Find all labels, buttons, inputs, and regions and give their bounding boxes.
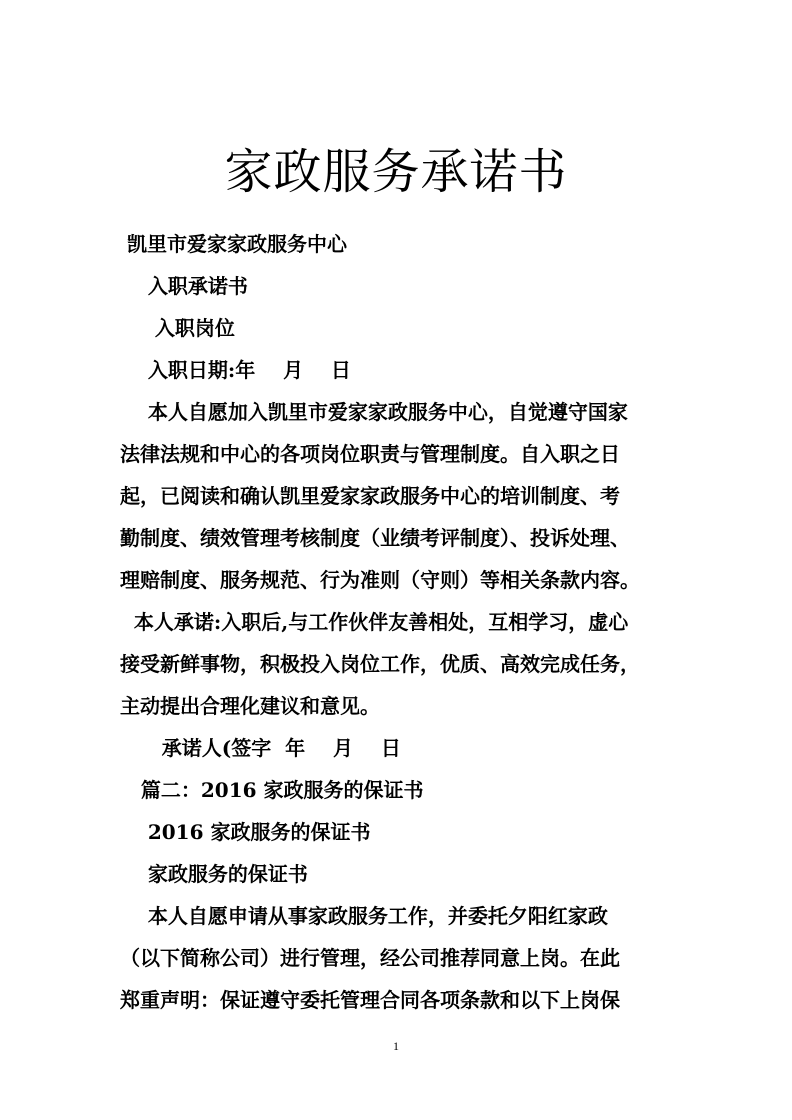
paragraph-line: （以下简称公司）进行管理，经公司推荐同意上岗。在此 [120,946,620,970]
paragraph-line: 起，已阅读和确认凯里爱家家政服务中心的培训制度、考 [120,484,620,508]
paragraph-line: 理赔制度、服务规范、行为准则（守则）等相关条款内容。 [120,568,640,592]
paragraph-line: 接受新鲜事物，积极投入岗位工作，优质、高效完成任务， [120,652,640,676]
paragraph-line: 本人自愿申请从事家政服务工作，并委托夕阳红家政 [120,904,608,928]
section-heading: 篇二：2016 家政服务的保证书 [120,778,424,802]
paragraph-line: 本人承诺:入职后,与工作伙伴友善相处，互相学习，虚心 [120,610,629,634]
page-number: 1 [393,1039,399,1053]
section-subheading: 2016 家政服务的保证书 [120,820,371,844]
subtitle-line: 入职承诺书 [120,274,248,298]
paragraph-line: 法律法规和中心的各项岗位职责与管理制度。自入职之日 [120,442,620,466]
org-name-line: 凯里市爱家家政服务中心 [120,232,347,256]
signature-line: 承诺人(签字 年 月 日 [120,736,401,760]
paragraph-line: 主动提出合理化建议和意见。 [120,694,380,718]
position-line: 入职岗位 [120,316,235,340]
paragraph-line: 郑重声明：保证遵守委托管理合同各项条款和以下上岗保 [120,988,620,1012]
paragraph-line: 本人自愿加入凯里市爱家家政服务中心，自觉遵守国家 [120,400,628,424]
document-title: 家政服务承诺书 [224,144,568,200]
paragraph-line: 勤制度、绩效管理考核制度（业绩考评制度）、投诉处理、 [120,526,630,550]
section-subheading: 家政服务的保证书 [120,862,308,886]
date-line: 入职日期:年 月 日 [120,358,351,382]
